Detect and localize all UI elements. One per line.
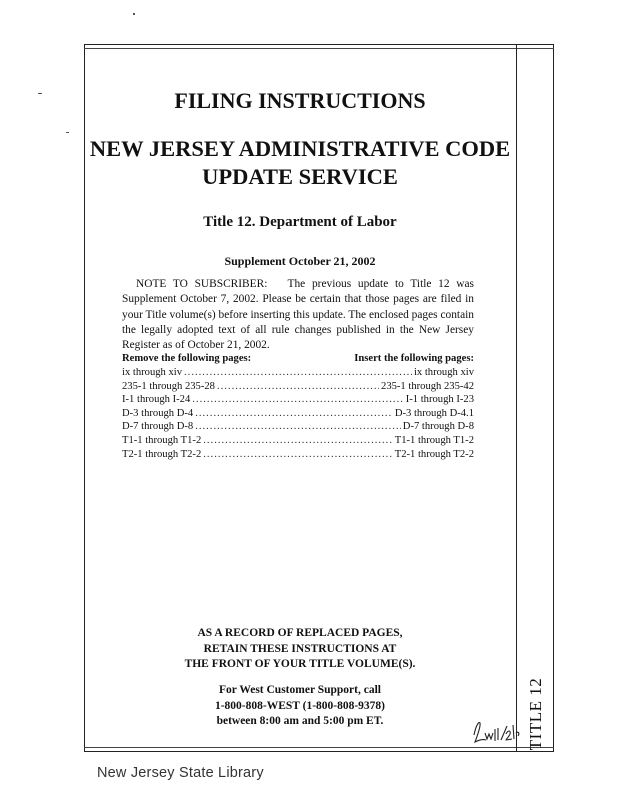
department-subtitle: Title 12. Department of Labor bbox=[203, 214, 397, 230]
subscriber-note bbox=[122, 277, 474, 353]
scan-speck bbox=[133, 13, 135, 15]
table-row bbox=[122, 394, 474, 408]
record-line-2: RETAIN THESE INSTRUCTIONS AT bbox=[203, 642, 397, 655]
table-row bbox=[122, 449, 474, 463]
remove-pages: T2-1 through T2-2 bbox=[122, 448, 202, 460]
insert-pages: T1-1 through T1-2 bbox=[394, 434, 474, 446]
page-replacement-table bbox=[122, 353, 474, 462]
filing-instructions-heading: FILING INSTRUCTIONS bbox=[174, 88, 426, 113]
table-row bbox=[122, 381, 474, 395]
remove-pages: 235-1 through 235-28 bbox=[122, 380, 215, 392]
customer-support-info bbox=[84, 683, 516, 730]
dot-leader bbox=[203, 449, 393, 460]
supplement-date: Supplement October 21, 2002 bbox=[224, 254, 376, 268]
record-line-3: THE FRONT OF YOUR TITLE VOLUME(S). bbox=[184, 658, 416, 670]
dot-leader bbox=[217, 381, 379, 392]
scan-speck bbox=[66, 132, 69, 133]
title-tab-label: TITLE 12 bbox=[526, 677, 545, 751]
remove-pages: T1-1 through T1-2 bbox=[122, 434, 202, 446]
insert-pages: I-1 through I-23 bbox=[405, 394, 474, 406]
dot-leader bbox=[192, 394, 403, 405]
remove-pages: ix through xiv bbox=[122, 367, 183, 378]
code-title-heading bbox=[84, 135, 516, 191]
code-title-line-2: UPDATE SERVICE bbox=[202, 164, 398, 189]
library-stamp: New Jersey State Library bbox=[97, 765, 264, 781]
insert-pages: D-3 through D-4.1 bbox=[394, 407, 474, 419]
insert-column-header: Insert the following pages: bbox=[354, 353, 474, 364]
border-inner-top-line bbox=[84, 48, 554, 49]
record-line-1: AS A RECORD OF REPLACED PAGES, bbox=[197, 627, 403, 639]
remove-pages: D-3 through D-4 bbox=[122, 407, 194, 419]
dot-leader bbox=[184, 367, 412, 378]
dot-leader bbox=[203, 435, 393, 446]
insert-pages: 235-1 through 235-42 bbox=[381, 380, 474, 392]
insert-pages: D-7 through D-8 bbox=[402, 421, 474, 433]
note-label: NOTE TO SUBSCRIBER: bbox=[136, 278, 268, 290]
table-row bbox=[122, 408, 474, 422]
dot-leader bbox=[195, 421, 401, 432]
code-title-line-1: NEW JERSEY ADMINISTRATIVE CODE bbox=[89, 136, 511, 161]
table-row bbox=[122, 367, 474, 381]
title-tab bbox=[517, 44, 554, 752]
record-instructions bbox=[84, 626, 516, 673]
handwritten-initials-signature bbox=[470, 715, 520, 747]
table-row bbox=[122, 421, 474, 435]
note-text: The previous update to Title 12 was Supplement October 7, 2002. Please be certain that those pages are filed in your Title volume(s) before inserting this update. The enclosed pages contain the legally adopted text of all rule changes published in the New Jersey Register as of October 21, 2002. bbox=[122, 278, 474, 352]
support-phone: 1-800-808-WEST (1-800-808-9378) bbox=[214, 699, 386, 712]
insert-pages: T2-1 through T2-2 bbox=[394, 448, 474, 460]
dot-leader bbox=[195, 408, 393, 419]
remove-pages: D-7 through D-8 bbox=[122, 421, 194, 433]
remove-pages: I-1 through I-24 bbox=[122, 394, 191, 406]
scan-speck bbox=[38, 93, 42, 94]
support-line-1: For West Customer Support, call bbox=[219, 684, 381, 696]
border-inner-bottom-line bbox=[84, 747, 554, 748]
remove-column-header: Remove the following pages: bbox=[122, 353, 252, 364]
insert-pages: ix through xiv bbox=[413, 367, 474, 378]
table-row bbox=[122, 435, 474, 449]
table-header bbox=[122, 353, 474, 367]
support-hours: between 8:00 am and 5:00 pm ET. bbox=[216, 715, 384, 727]
